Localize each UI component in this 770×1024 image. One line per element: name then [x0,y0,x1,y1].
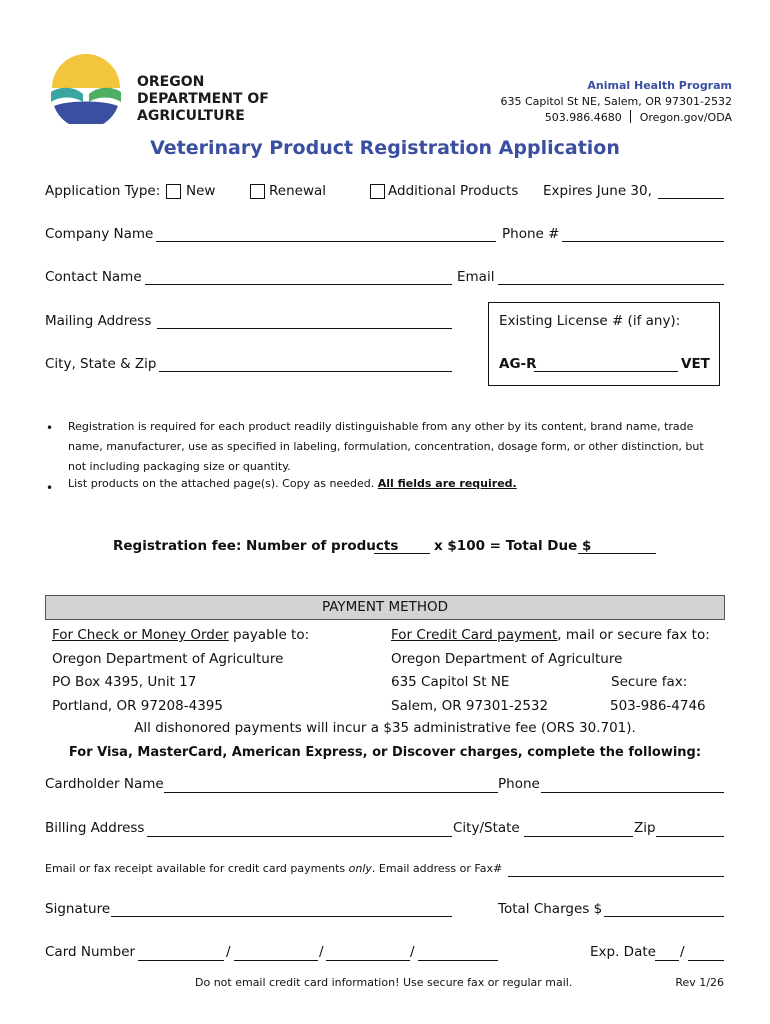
card-number-field-1[interactable] [138,960,224,961]
check-line-2: PO Box 4395, Unit 17 [52,674,197,690]
signature-field[interactable] [111,916,452,917]
list-products-text: List products on the attached page(s). Copy as needed. [68,477,375,490]
license-suffix: VET [681,356,710,372]
city-state-zip-field[interactable] [159,371,452,372]
license-number-field[interactable] [534,371,678,372]
org-phone: 503.986.4680 [544,111,622,124]
registration-fee-label: Registration fee: Number of products [113,538,399,554]
card-number-field-4[interactable] [418,960,498,961]
receipt-field[interactable] [508,876,724,877]
org-name-line2: DEPARTMENT OF [137,91,269,107]
all-fields-required: All fields are required. [377,477,517,490]
bullet-list-products [68,477,517,490]
card-number-sep-2: / [319,944,324,960]
bullet-dot-1: • [46,421,54,435]
check-line-1: Oregon Department of Agriculture [52,651,284,667]
payment-method-header: PAYMENT METHOD [45,595,725,620]
cc-line-3: Salem, OR 97301-2532 [391,698,549,714]
card-number-field-3[interactable] [326,960,410,961]
company-name-label: Company Name [45,226,154,242]
check-line-3: Portland, OR 97208-4395 [52,698,223,714]
additional-products-checkbox[interactable] [370,184,385,199]
cc-line-2: 635 Capitol St NE [391,674,510,690]
city-state-field[interactable] [524,836,633,837]
divider [630,110,631,123]
receipt-only: only [348,862,372,875]
page-title: Veterinary Product Registration Application [150,137,620,159]
card-phone-field[interactable] [541,792,724,793]
org-name [137,74,269,125]
new-label: New [186,183,216,199]
new-checkbox[interactable] [166,184,181,199]
org-phone-web [500,110,732,126]
check-payable [52,627,309,643]
email-field[interactable] [498,284,724,285]
revision-label: Rev 1/26 [675,976,724,989]
footer-warning: Do not email credit card information! Use secure fax or regular mail. [195,976,573,989]
org-contact [500,78,732,126]
contact-name-field[interactable] [145,284,452,285]
existing-license-label: Existing License # (if any): [499,313,681,329]
oda-logo-icon [50,52,122,124]
dishonored-notice: All dishonored payments will incur a $35 administrative fee (ORS 30.701). [134,720,636,736]
org-name-line3: AGRICULTURE [137,108,245,124]
license-prefix: AG-R [499,356,537,372]
bullet-dot-2: • [46,481,54,495]
card-phone-label: Phone [498,776,540,792]
total-due-field[interactable] [578,553,656,554]
expires-year-field[interactable] [658,198,724,199]
total-charges-label: Total Charges $ [498,901,603,917]
cc-title: For Credit Card payment [391,627,558,643]
expires-label: Expires June 30, [543,183,652,199]
mailing-address-label: Mailing Address [45,313,152,329]
additional-products-label: Additional Products [388,183,519,199]
total-charges-field[interactable] [604,916,724,917]
number-of-products-field[interactable] [374,553,430,554]
company-name-field[interactable] [156,241,496,242]
check-suffix: payable to: [233,627,310,643]
renewal-label: Renewal [269,183,327,199]
card-number-sep-1: / [226,944,231,960]
mailing-address-field[interactable] [157,328,452,329]
receipt-post: . Email address or Fax# [371,862,503,875]
program-name: Animal Health Program [587,79,732,92]
card-number-label: Card Number [45,944,136,960]
card-number-field-2[interactable] [234,960,318,961]
cardholder-label: Cardholder Name [45,776,164,792]
org-website-link[interactable]: Oregon.gov/ODA [639,111,732,124]
renewal-checkbox[interactable] [250,184,265,199]
card-number-sep-3: / [410,944,415,960]
phone-label: Phone # [502,226,560,242]
city-state-label: City/State [453,820,520,836]
org-name-line1: OREGON [137,74,205,90]
billing-address-field[interactable] [147,836,452,837]
email-label: Email [457,269,495,285]
signature-label: Signature [45,901,111,917]
phone-field[interactable] [562,241,724,242]
zip-field[interactable] [656,836,724,837]
exp-sep: / [680,944,685,960]
cc-suffix: , mail or secure fax to: [557,627,710,643]
contact-name-label: Contact Name [45,269,142,285]
city-state-zip-label: City, State & Zip [45,356,157,372]
exp-year-field[interactable] [688,960,724,961]
cc-payable [391,627,710,643]
receipt-label [45,862,502,875]
check-title: For Check or Money Order [52,627,229,643]
cardholder-field[interactable] [164,792,498,793]
exp-month-field[interactable] [655,960,679,961]
exp-date-label: Exp. Date [590,944,656,960]
card-instruction: For Visa, MasterCard, American Express, or Discover charges, complete the following: [68,745,702,760]
bullet-registration-info: Registration is required for each product readily distinguishable from any other by its content, brand name, trade name, manufacturer, use as specified in labeling, formulation, concentration, dosage form, or other distinction, but not including packaging size or quantity. [68,420,704,473]
zip-label: Zip [634,820,656,836]
org-address: 635 Capitol St NE, Salem, OR 97301-2532 [500,95,732,108]
billing-address-label: Billing Address [45,820,145,836]
application-type-label: Application Type: [45,183,161,199]
cc-line-1: Oregon Department of Agriculture [391,651,623,667]
secure-fax-number: 503-986-4746 [610,698,706,714]
fee-multiplier: x $100 = Total Due $ [434,538,592,554]
secure-fax-label: Secure fax: [611,674,688,690]
receipt-pre: Email or fax receipt available for credit card payments [45,862,346,875]
